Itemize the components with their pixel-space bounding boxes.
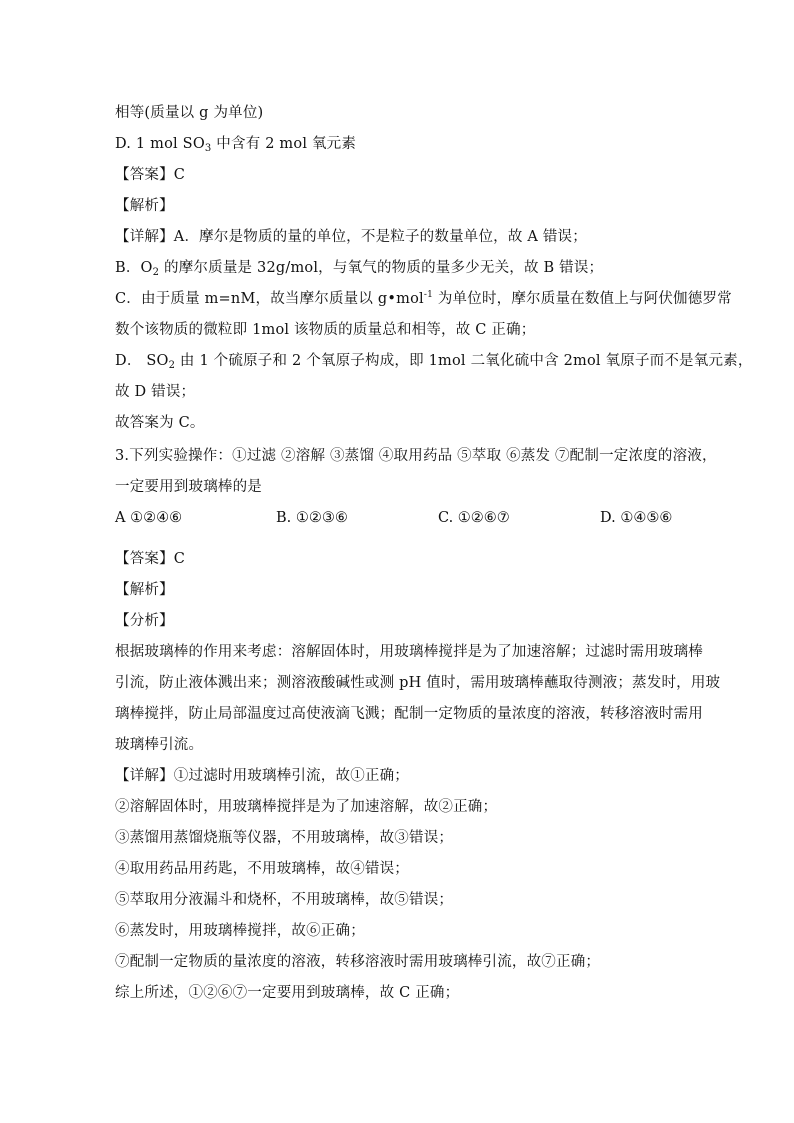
option-b: B. ①②③⑥ <box>276 510 348 526</box>
text-line: 【详解】①过滤时用玻璃棒引流，故①正确； <box>115 768 409 784</box>
text-line: ⑥蒸发时，用玻璃棒搅拌，故⑥正确； <box>115 923 365 939</box>
option-c: C. ①②⑥⑦ <box>438 510 510 526</box>
text-line: ⑤萃取用分液漏斗和烧杯，不用玻璃棒，故⑤错误； <box>115 892 454 908</box>
answer-label: 【答案】C <box>115 551 186 567</box>
text-line: ⑦配制一定物质的量浓度的溶液，转移溶液时需用玻璃棒引流，故⑦正确； <box>115 954 601 970</box>
analysis-label: 【解析】 <box>115 198 174 214</box>
question-stem: 一定要用到玻璃棒的是 <box>115 479 262 495</box>
question-stem: 3.下列实验操作：①过滤 ②溶解 ③蒸馏 ④取用药品 ⑤萃取 ⑥蒸发 ⑦配制一定浓度的溶液， <box>115 448 717 464</box>
text-line: 玻璃棒引流。 <box>115 737 204 753</box>
section-label: 【分析】 <box>115 613 174 629</box>
text-line: ③蒸馏用蒸馏烧瓶等仪器，不用玻璃棒，故③错误； <box>115 830 454 846</box>
text-line: B．$O_2$ 的摩尔质量是 32g/mol，与氧气的物质的量多少无关，故 B 错误； <box>115 260 604 278</box>
text-line: D． $SO_2$ 由 1 个硫原子和 2 个氧原子构成，即 1mol 二氧化硫中含 2mol 氧原子而不是氧元素， <box>115 353 753 371</box>
text-line: 璃棒搅拌，防止局部温度过高使液滴飞溅；配制一定物质的量浓度的溶液，转移溶液时需用 <box>115 706 703 722</box>
text-line: 相等(质量以 g 为单位) <box>115 105 264 121</box>
option-d: D. ①④⑤⑥ <box>600 510 673 526</box>
text-line: 故答案为 C。 <box>115 415 205 431</box>
text-line: 引流，防止液体溅出来；测溶液酸碱性或测 pH 值时，需用玻璃棒蘸取待测液；蒸发时，用玻 <box>115 675 721 691</box>
text-line: 数个该物质的微粒即 1mol 该物质的质量总和相等，故 C 正确； <box>115 322 536 338</box>
text-line: 根据玻璃棒的作用来考虑：溶解固体时，用玻璃棒搅拌是为了加速溶解；过滤时需用玻璃棒 <box>115 644 703 660</box>
text-line: C．由于质量 m=nM，故当摩尔质量以 g•mol$^{-1}$ 为单位时，摩尔质量在数值上与阿伏伽德罗常 <box>115 290 732 307</box>
text-line: 【详解】A．摩尔是物质的量的单位，不是粒子的数量单位，故 A 错误； <box>115 229 587 245</box>
text-line: ②溶解固体时，用玻璃棒搅拌是为了加速溶解，故②正确； <box>115 799 498 815</box>
text-line: 综上所述，①②⑥⑦一定要用到玻璃棒，故 C 正确； <box>115 985 460 1001</box>
option-a: A ①②④⑥ <box>115 510 183 526</box>
option-d-line: D. 1 mol $SO_3$ 中含有 2 mol 氧元素 <box>115 136 357 154</box>
analysis-label: 【解析】 <box>115 582 174 598</box>
text-line: 故 D 错误； <box>115 384 196 400</box>
text-line: ④取用药品用药匙，不用玻璃棒，故④错误； <box>115 861 409 877</box>
answer-label: 【答案】C <box>115 167 186 183</box>
